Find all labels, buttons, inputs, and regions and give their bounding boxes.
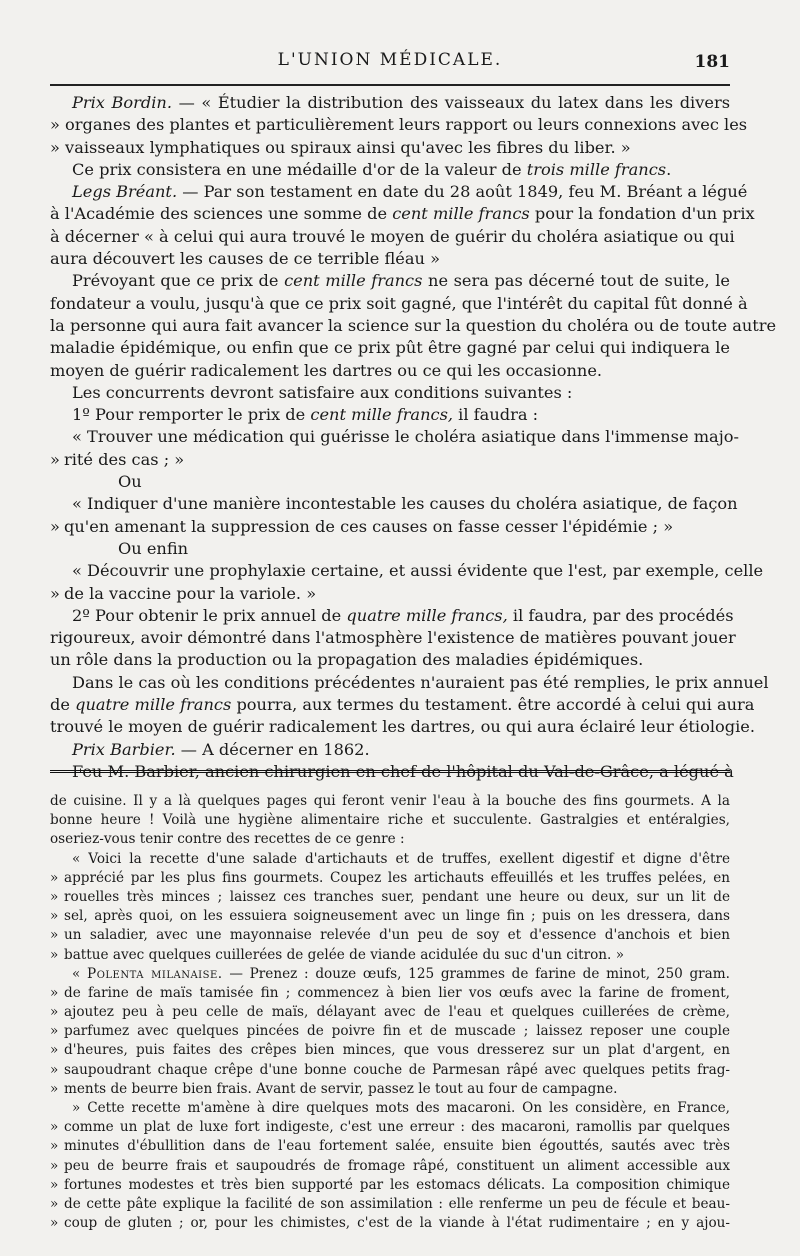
text-span: Ce prix consistera en une médaille d'or de la valeur de [72,159,527,179]
quote-mark: » [50,927,59,944]
quote-mark: » [50,1195,59,1212]
text-line: à décerner « à celui qui aura trouvé le moyen de guérir du choléra asiatique ou qui [50,226,735,246]
header-rule [50,84,730,86]
text-span: peu de beurre frais et saupoudrés de fromage râpé, constituent un aliment accessible aux [64,1157,730,1174]
prize-name: Prix Barbier. [72,739,176,759]
text-line [50,449,730,471]
amount: trois mille francs [526,159,667,179]
quote-mark: » [50,1023,59,1040]
text-line: maladie épidémique, ou enfin que ce prix pût être gagné par celui qui indiquera le [50,338,730,358]
text-span: pourra, aux termes du testament. être accordé à celui qui aura [231,695,755,715]
text-line: Les concurrents devront satisfaire aux conditions suivantes : [72,382,573,402]
text-span: ajoutez peu à peu celle de maïs, délayant avec de l'eau et quelques cuillerées de crème, [64,1004,730,1021]
text-span: un saladier, avec une mayonnaise relevée d'un peu de soy et d'essence d'anchois et bien [64,927,730,944]
foot-line: de cuisine. Il y a là quelques pages qui feront venir l'eau à la bouche des fins gourmets. A la [50,793,730,809]
foot-line [50,888,730,907]
text-span: il faudra, par des procédés [507,605,734,625]
amount: quatre mille francs, [346,605,508,625]
text-span: — A décerner en 1862. [175,739,370,759]
quote-mark: » [50,908,59,925]
text-span: ne sera pas décerné tout de suite, le [422,271,730,291]
foot-line [50,1137,730,1156]
text-span: de [50,695,76,715]
text-span: — Par son testament en date du 28 août 1849, feu M. Bréant a légué [177,182,748,202]
quote-mark: » [50,583,60,603]
foot-line: « Voici la recette d'une salade d'artichauts et de truffes, exellent digestif et digne d'être [72,850,730,867]
text-line: « Indiquer d'une manière incontestable les causes du choléra asiatique, de façon [72,494,738,514]
text-line [50,270,730,292]
foot-line [50,1041,730,1060]
text-line: aura découvert les causes de ce terrible fléau » [50,249,440,269]
foot-line [50,946,730,965]
quote-mark: » [50,1157,59,1174]
text-line [50,605,734,627]
text-line: trouvé le moyen de guérir radicalement les dartres, ou qui aura éclairé leur étiologie. [50,717,756,737]
amount: cent mille francs [392,204,530,224]
foot-line [50,984,730,1003]
main-text [50,92,777,783]
text-span: parfumez avec quelques pincées de poivre fin et de muscade ; laissez reposer une couple [64,1023,730,1040]
text-line [50,92,730,114]
text-span: à l'Académie des sciences une somme de [50,204,393,224]
quote-mark: » [50,1042,59,1059]
text-line: « Découvrir une prophylaxie certaine, et aussi évidente que l'est, par exemple, celle [72,561,764,581]
text-span: rité des cas ; » [64,449,185,469]
text-span: pour la fondation d'un prix [529,204,755,224]
recipe-title: Polenta milanaise. [87,965,223,982]
text-span: sel, après quoi, on les essuiera soigneusement avec un linge fin ; puis on les dressera, dans [64,908,730,925]
text-span: d'heures, puis faites des crêpes bien minces, que vous dresserez sur un plat d'argent, en [64,1042,730,1059]
text-span: de la vaccine pour la variole. » [64,583,317,603]
text-span: 2º Pour obtenir le prix annuel de [72,605,347,625]
text-line: moyen de guérir radicalement les dartres ou ce qui les occasionne. [50,360,603,380]
text-span: — Prenez : douze œufs, 125 grammes de farine de minot, 250 gram. [222,965,730,982]
quote-mark: » [50,449,60,469]
quote-mark: » [50,1215,59,1232]
amount: cent mille francs [284,271,423,291]
text-span: de cette pâte explique la facilité de son assimilation : elle renferme un peu de fécule et beau- [64,1195,730,1212]
foot-line: oseriez-vous tenir contre des recettes de ce genre : [50,831,405,848]
text-line [50,694,755,716]
foot-line [50,1176,730,1195]
footnote-separator [50,770,730,776]
text-line: la personne qui aura fait avancer la science sur la question du choléra ou de toute autre [50,315,777,335]
foot-line [50,1157,730,1176]
text-line: Ou enfin [118,538,189,558]
foot-line [50,1195,730,1214]
text-line: Feu M. Barbier, ancien chirurgien en chef de l'hôpital du Val-de-Grâce, a légué à [72,761,734,781]
text-line [50,159,730,181]
page-header [50,50,730,80]
text-span: — « Étudier la distribution des vaisseaux du latex dans les divers [172,93,730,112]
prize-name: Legs Bréant. [72,182,178,202]
foot-line [50,926,730,945]
text-span: minutes d'ébullition dans de l'eau fortement salée, ensuite bien égouttés, sautés avec très [64,1138,730,1155]
foot-line [50,869,730,888]
foot-line: bonne heure ! Voilà une hygiène alimentaire riche et succulente. Gastralgies et entéralgies, [50,812,730,829]
text-span: comme un plat de luxe fort indigeste, c'est une erreur : des macaroni, ramollis par quelques [64,1119,730,1136]
text-line [50,516,730,538]
foot-line [50,1022,730,1041]
text-span: battue avec quelques cuillerées de gelée de viande acidulée du suc d'un citron. » [64,946,625,963]
text-span: qu'en amenant la suppression de ces causes on fasse cesser l'épidémie ; » [64,516,674,536]
footnote-text [50,792,730,1233]
text-span: coup de gluten ; or, pour les chimistes, c'est de la viande à l'état rudimentaire ; en y ajou- [64,1215,730,1232]
foot-line [50,1080,730,1099]
foot-line [50,965,730,984]
quote-mark: » [50,888,59,905]
text-line [50,739,730,761]
running-title: L'UNION MÉDICALE. [277,50,503,70]
text-line [50,404,730,426]
text-span: Prévoyant que ce prix de [72,271,285,291]
text-span: il faudra : [453,405,539,425]
text-line [50,181,748,203]
text-line: rigoureux, avoir démontré dans l'atmosphère l'existence de matières pouvant jouer [50,628,736,648]
quote-mark: » [50,946,59,963]
text-span: ments de beurre bien frais. Avant de servir, passez le tout au four de campagne. [64,1080,618,1097]
text-line: fondateur a voulu, jusqu'à que ce prix soit gagné, que l'intérêt du capital fût donné à [50,293,748,313]
foot-line: » Cette recette m'amène à dire quelques mots des macaroni. On les considère, en France, [72,1100,730,1116]
prize-name: Prix Bordin. [72,93,173,112]
quote-mark: » [50,1080,59,1097]
quote-mark: » [50,1119,59,1136]
quote-mark: » [50,1138,59,1155]
amount: quatre mille francs [75,695,232,715]
text-span: « [72,965,88,982]
text-line: Dans le cas où les conditions précédentes n'auraient pas été remplies, le prix annuel [72,672,769,692]
quote-mark: » [50,1061,59,1078]
text-line: « Trouver une médication qui guérisse le choléra asiatique dans l'immense majo- [72,427,739,447]
quote-mark: » [50,869,59,886]
text-line: » organes des plantes et particulièrement leurs rapport ou leurs connexions avec les [50,115,748,135]
amount: cent mille francs, [310,405,454,425]
text-span: de farine de maïs tamisée fin ; commencez à bien lier vos œufs avec la farine de froment, [64,984,730,1001]
text-span: 1º Pour remporter le prix de [72,405,311,425]
text-span: . [666,159,672,179]
quote-mark: » [50,516,60,536]
text-span: fortunes modestes et très bien supporté par les estomacs délicats. La composition chimique [64,1176,730,1193]
text-line [50,203,755,225]
foot-line [50,1061,730,1080]
foot-line [50,1214,730,1233]
text-line: Ou [118,472,142,492]
foot-line [50,1118,730,1137]
text-line: un rôle dans la production ou la propagation des maladies épidémiques. [50,650,644,670]
quote-mark: » [50,1176,59,1193]
page-number: 181 [694,52,730,72]
text-line [50,583,730,605]
quote-mark: » [50,984,59,1001]
text-line: » vaisseaux lymphatiques ou spiraux ainsi qu'avec les fibres du liber. » [50,137,631,157]
foot-line [50,907,730,926]
text-span: saupoudrant chaque crêpe d'une bonne couche de Parmesan râpé avec quelques petits frag- [64,1061,730,1078]
text-span: rouelles très minces ; laissez ces tranches suer, pendant une heure ou deux, sur un lit de [64,888,730,905]
text-span: apprécié par les plus fins gourmets. Coupez les artichauts effeuillés et les truffes pelées, en [64,869,730,886]
foot-line [50,1003,730,1022]
quote-mark: » [50,1004,59,1021]
